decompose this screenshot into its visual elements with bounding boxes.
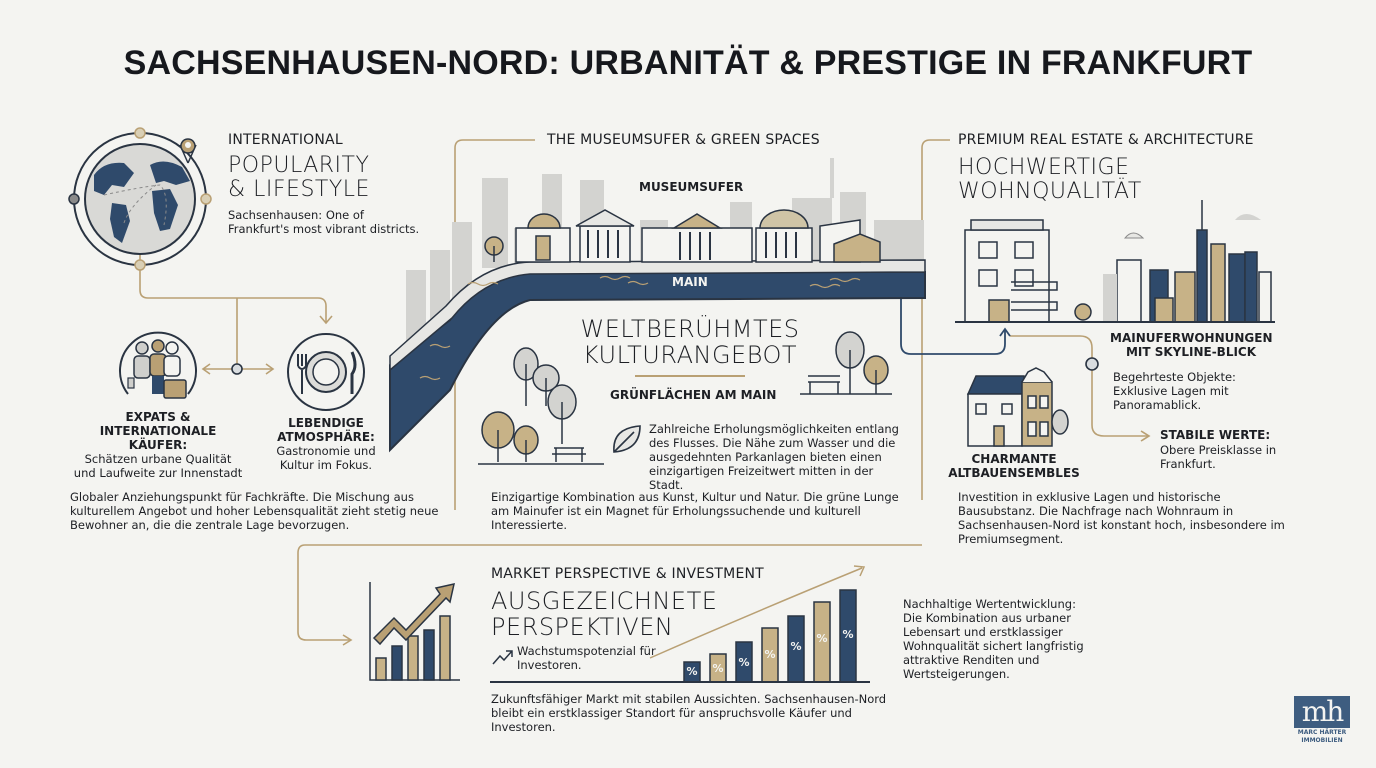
museumsufer-label: MUSEUMSUFER	[639, 180, 744, 194]
popularity-kicker: INTERNATIONAL	[228, 132, 343, 148]
leaf-icon	[610, 422, 644, 456]
market-body: Zukunftsfähiger Markt mit stabilen Aussichten. Sachsenhausen-Nord bleibt ein erstklassiger Standort für anspruchsvolle Käufer und Investoren.	[491, 692, 887, 734]
park-trees-illustration	[476, 344, 606, 474]
growth-chart-illustration	[360, 578, 460, 684]
svg-text:%: %	[816, 632, 828, 645]
frankfurt-skyline-illustration	[955, 200, 1275, 326]
altbau-label-line2: ALTBAUENSEMBLES	[948, 466, 1080, 480]
realestate-heading	[958, 156, 1142, 204]
svg-text:%: %	[712, 662, 724, 675]
altbau-label	[944, 452, 1084, 480]
museum-heading-line1: WELTBERÜHMTES	[580, 315, 800, 343]
people-luggage-icon	[114, 324, 200, 410]
popularity-subtitle: Sachsenhausen: One of Frankfurt's most vibrant districts.	[228, 208, 420, 236]
atmosphere-label: LEBENDIGE ATMOSPHÄRE:	[277, 416, 375, 444]
green-spaces-label: GRÜNFLÄCHEN AM MAIN	[610, 388, 777, 402]
logo-line1: MARC HÄRTER	[1297, 729, 1347, 736]
market-side-text	[903, 597, 1123, 681]
trend-up-icon	[492, 648, 514, 666]
svg-text:%: %	[842, 628, 854, 641]
atmosphere-text: Gastronomie und Kultur im Fokus.	[276, 444, 376, 472]
mainufer-label	[1110, 331, 1272, 359]
market-side-body: Die Kombination aus urbaner Lebensart und erstklassiger Wohnqualität sichert langfristig attraktive Renditen und Wertsteigerungen.	[903, 611, 1084, 681]
company-logo	[1294, 696, 1350, 744]
popularity-body: Globaler Anziehungspunkt für Fachkräfte. Die Mischung aus kulturellem Angebot und hoher Lebensqualität zieht stetig neue Bewohner an, die die zentrale Lage bevorzugen.	[70, 490, 439, 532]
globe-icon	[64, 125, 214, 275]
market-side-title: Nachhaltige Wertentwicklung:	[903, 597, 1076, 611]
svg-text:%: %	[686, 665, 698, 678]
mainufer-label-line2: MIT SKYLINE-BLICK	[1125, 345, 1257, 359]
plate-cutlery-icon	[284, 330, 368, 414]
park-bench-trees-illustration	[800, 328, 900, 400]
realestate-heading-line1: HOCHWERTIGE	[958, 155, 1130, 180]
svg-text:%: %	[790, 640, 802, 653]
logo-mark: mh	[1294, 696, 1350, 728]
popularity-heading-line2: & LIFESTYLE	[228, 177, 370, 202]
logo-line2: IMMOBILIEN	[1301, 737, 1343, 744]
mainufer-text: Begehrteste Objekte: Exklusive Lagen mit Panoramablick.	[1113, 370, 1236, 412]
market-heading-line1: AUSGEZEICHNETE	[491, 587, 718, 615]
divider	[635, 375, 745, 377]
svg-text:%: %	[764, 648, 776, 661]
mainufer-label-line1: MAINUFERWOHNUNGEN	[1110, 331, 1273, 345]
stabile-label: STABILE WERTE:	[1160, 428, 1271, 442]
market-heading-line2: PERSPEKTIVEN	[491, 613, 674, 641]
page-title: SACHSENHAUSEN-NORD: URBANITÄT & PRESTIGE IN FRANKFURT	[123, 44, 1253, 82]
river-main-label: MAIN	[672, 275, 708, 289]
realestate-heading-line2: WOHNQUALITÄT	[958, 179, 1142, 204]
altbau-label-line1: CHARMANTE	[971, 452, 1057, 466]
growth-text: Wachstumspotenzial für Investoren.	[517, 644, 656, 672]
percent-bar-chart-illustration	[630, 560, 890, 684]
museum-heading-line2: KULTURANGEBOT	[582, 341, 798, 369]
green-spaces-text: Zahlreiche Erholungsmöglichkeiten entlang des Flusses. Die Nähe zum Wasser und die ausgedehnten Parkanlagen bieten einen einzigartigen Freizeitwert mitten in der Stadt.	[649, 422, 899, 492]
realestate-body: Investition in exklusive Lagen und historische Bausubstanz. Die Nachfrage nach Wohnraum in Sachsenhausen-Nord ist konstant hoch, insbesondere im Premiumsegment.	[958, 490, 1285, 546]
altbau-houses-illustration	[966, 368, 1070, 448]
expats-label: EXPATS & INTERNATIONALE KÄUFER:	[99, 410, 217, 452]
museum-body: Einzigartige Kombination aus Kunst, Kultur und Natur. Die grüne Lunge am Mainufer ist ein Magnet für Erholungssuchende und kulturell Interessierte.	[491, 490, 899, 532]
popularity-heading	[228, 154, 370, 202]
museumsufer-skyline-illustration	[390, 150, 925, 460]
museum-kicker: THE MUSEUMSUFER & GREEN SPACES	[547, 132, 820, 148]
expats-text: Schätzen urbane Qualität und Laufweite zur Innenstadt	[73, 452, 243, 480]
svg-text:%: %	[738, 656, 750, 669]
realestate-kicker: PREMIUM REAL ESTATE & ARCHITECTURE	[958, 132, 1254, 148]
stabile-text: Obere Preisklasse in Frankfurt.	[1160, 443, 1277, 471]
popularity-heading-line1: POPULARITY	[228, 153, 370, 178]
market-kicker: MARKET PERSPECTIVE & INVESTMENT	[491, 566, 764, 582]
